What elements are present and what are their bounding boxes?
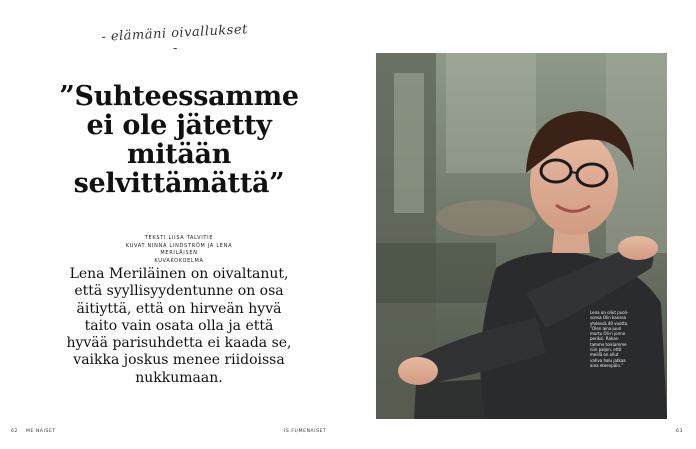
caption-line: sonsa Olin kanssa: [590, 315, 626, 321]
caption-line: vahva halu jatkaa: [590, 357, 626, 363]
magazine-name: ME NAISET: [26, 429, 56, 434]
lead-line: Lena Meriläinen on oivaltanut,: [69, 266, 289, 282]
caption-line: aina eteenpäin.”: [590, 362, 624, 368]
title-line: ei ole jätetty: [86, 110, 272, 141]
credit-line: KUVAKOKOELMA: [154, 257, 204, 264]
credit-line: TEKSTI LIISA TALVITIE: [144, 235, 214, 241]
article-title: [56, 82, 302, 198]
lead-line: että syyllisyydentunne on osa: [74, 283, 284, 300]
section-kicker: - elämäni oivallukset -: [101, 22, 249, 57]
caption-line: niin paljon, että: [590, 347, 622, 353]
lead-line: hyvää parisuhdetta ei kaada se,: [66, 335, 292, 352]
article-credits: [110, 235, 248, 265]
caption-line: meillä on ollut: [590, 352, 619, 358]
article-lead: [66, 266, 292, 387]
caption-line: Lena on ollut puoli-: [590, 310, 629, 315]
lead-line: taito vain osata olla ja että: [84, 317, 274, 334]
credit-line: KUVAT NINNA LINDSTRÖM JA LENA MERILÄISEN: [125, 242, 233, 256]
lead-line: vaikka joskus menee riidoissa: [73, 352, 285, 369]
caption-line: yhdessä 40 vuotta.: [590, 320, 629, 326]
footer-url: IS.FI/MENAISET: [284, 429, 327, 434]
lead-line: äitiyttä, että on hirveän hyvä: [76, 300, 282, 317]
lead-line: nukkumaan.: [135, 369, 223, 386]
caption-line: tamme toisiamme: [590, 341, 627, 347]
title-line: ”Suhteessamme: [59, 81, 299, 112]
caption-line: periksi. Rakas-: [590, 336, 620, 342]
caption-line: ”Olen aina juuri: [590, 325, 622, 331]
right-page-number: 63: [676, 429, 683, 434]
photo-caption: [590, 310, 662, 368]
title-line: mitään: [126, 139, 232, 170]
title-line: selvittämättä”: [73, 168, 285, 199]
caption-line: murtu Oli-n jonne: [590, 331, 626, 337]
left-page-number: 62: [11, 429, 18, 434]
